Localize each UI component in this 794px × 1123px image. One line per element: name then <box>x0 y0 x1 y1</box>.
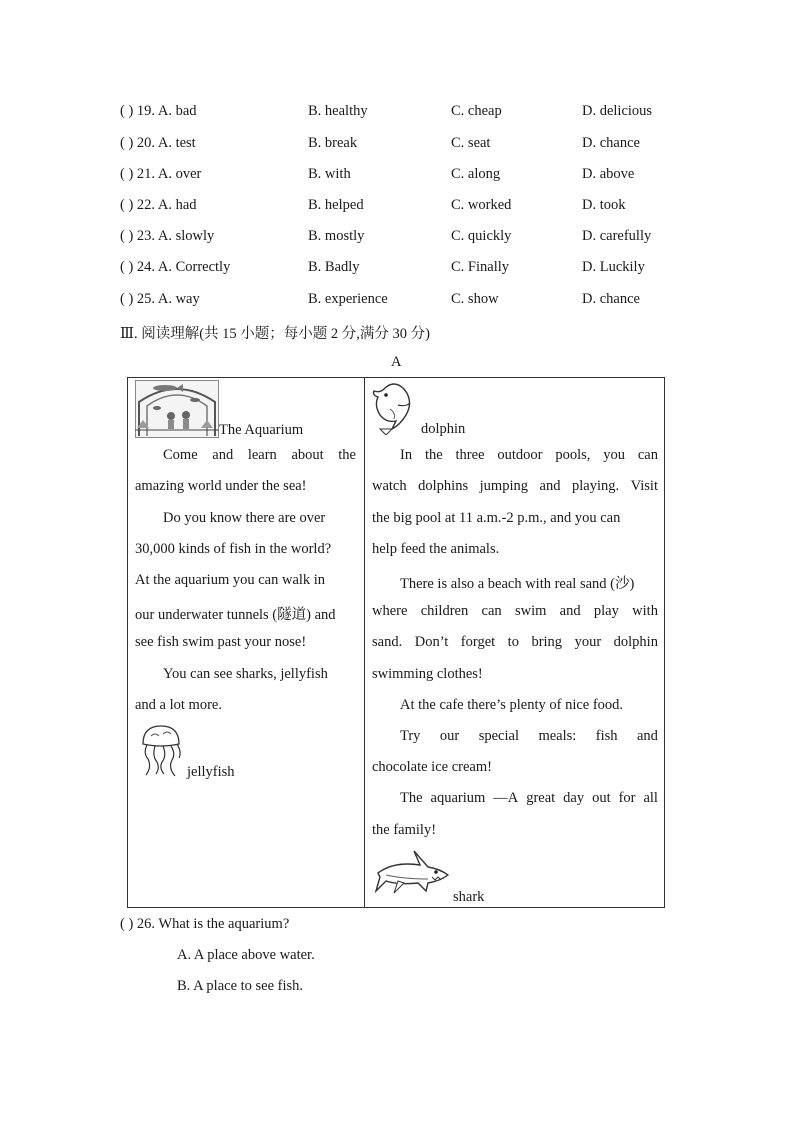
question-23-a: ( ) 23. A. slowly <box>120 228 215 244</box>
question-25-c: C. show <box>451 291 499 307</box>
left-line-7: see fish swim past your nose! <box>135 634 307 650</box>
question-26-stem: ( ) 26. What is the aquarium? <box>120 916 290 932</box>
question-23-d: D. carefully <box>582 228 652 244</box>
aquarium-title: The Aquarium <box>219 422 304 438</box>
question-19-a: ( ) 19. A. bad <box>120 103 197 119</box>
question-21-c: C. along <box>451 166 501 182</box>
question-24 <box>120 259 680 279</box>
question-19 <box>120 103 680 123</box>
right-line-13: the family! <box>372 822 437 838</box>
right-line-10: Try our special meals: fish and <box>400 728 658 744</box>
question-20-c: C. seat <box>451 135 491 151</box>
aquarium-scene-icon <box>135 380 219 438</box>
question-24-b: B. Badly <box>308 259 360 275</box>
passage-label: A <box>391 354 402 370</box>
question-24-a: ( ) 24. A. Correctly <box>120 259 231 275</box>
question-22-b: B. helped <box>308 197 364 213</box>
jellyfish-caption: jellyfish <box>187 764 235 780</box>
question-23 <box>120 228 680 248</box>
jellyfish-icon <box>137 722 185 778</box>
right-line-5: There is also a beach with real sand (沙) <box>400 576 635 592</box>
question-21-b: B. with <box>308 166 351 182</box>
right-line-8: swimming clothes! <box>372 666 483 682</box>
question-23-c: C. quickly <box>451 228 512 244</box>
question-25-b: B. experience <box>308 291 388 307</box>
right-line-2: watch dolphins jumping and playing. Visit <box>372 478 658 494</box>
question-21 <box>120 166 680 186</box>
question-19-c: C. cheap <box>451 103 502 119</box>
left-line-3: Do you know there are over <box>163 510 326 526</box>
dolphin-icon <box>370 381 418 435</box>
question-21-a: ( ) 21. A. over <box>120 166 202 182</box>
left-line-9: and a lot more. <box>135 697 222 713</box>
question-22-a: ( ) 22. A. had <box>120 197 197 213</box>
question-26-option-b: B. A place to see fish. <box>177 978 304 994</box>
left-line-6: our underwater tunnels (隧道) and <box>135 607 336 623</box>
dolphin-caption: dolphin <box>421 421 466 437</box>
question-25-a: ( ) 25. A. way <box>120 291 200 307</box>
right-line-9: At the cafe there’s plenty of nice food. <box>400 697 624 713</box>
right-line-4: help feed the animals. <box>372 541 500 557</box>
left-line-2: amazing world under the sea! <box>135 478 307 494</box>
question-24-c: C. Finally <box>451 259 510 275</box>
section-heading: Ⅲ. 阅读理解(共 15 小题；每小题 2 分,满分 30 分) <box>120 326 431 342</box>
question-19-d: D. delicious <box>582 103 653 119</box>
right-line-6: where children can swim and play with <box>372 603 658 619</box>
question-20-a: ( ) 20. A. test <box>120 135 196 151</box>
question-26-option-a: A. A place above water. <box>177 947 315 963</box>
shark-icon <box>374 849 450 901</box>
question-22-c: C. worked <box>451 197 512 213</box>
question-22-d: D. took <box>582 197 626 213</box>
question-19-b: B. healthy <box>308 103 368 119</box>
left-line-5: At the aquarium you can walk in <box>135 572 326 588</box>
right-line-3: the big pool at 11 a.m.-2 p.m., and you can <box>372 510 621 526</box>
left-line-4: 30,000 kinds of fish in the world? <box>135 541 332 557</box>
left-line-1: Come and learn about the <box>163 447 356 463</box>
right-line-12: The aquarium —A great day out for all <box>400 790 658 806</box>
question-24-d: D. Luckily <box>582 259 645 275</box>
right-line-11: chocolate ice cream! <box>372 759 492 775</box>
left-line-8: You can see sharks, jellyfish <box>163 666 328 682</box>
question-22 <box>120 197 680 217</box>
question-20-b: B. break <box>308 135 358 151</box>
right-line-7: sand. Don’t forget to bring your dolphin <box>372 634 658 650</box>
question-23-b: B. mostly <box>308 228 365 244</box>
right-line-1: In the three outdoor pools, you can <box>400 447 658 463</box>
question-25 <box>120 291 680 311</box>
column-divider <box>364 377 365 908</box>
shark-caption: shark <box>453 889 485 905</box>
question-20-d: D. chance <box>582 135 640 151</box>
question-21-d: D. above <box>582 166 635 182</box>
question-20 <box>120 135 680 155</box>
question-25-d: D. chance <box>582 291 640 307</box>
